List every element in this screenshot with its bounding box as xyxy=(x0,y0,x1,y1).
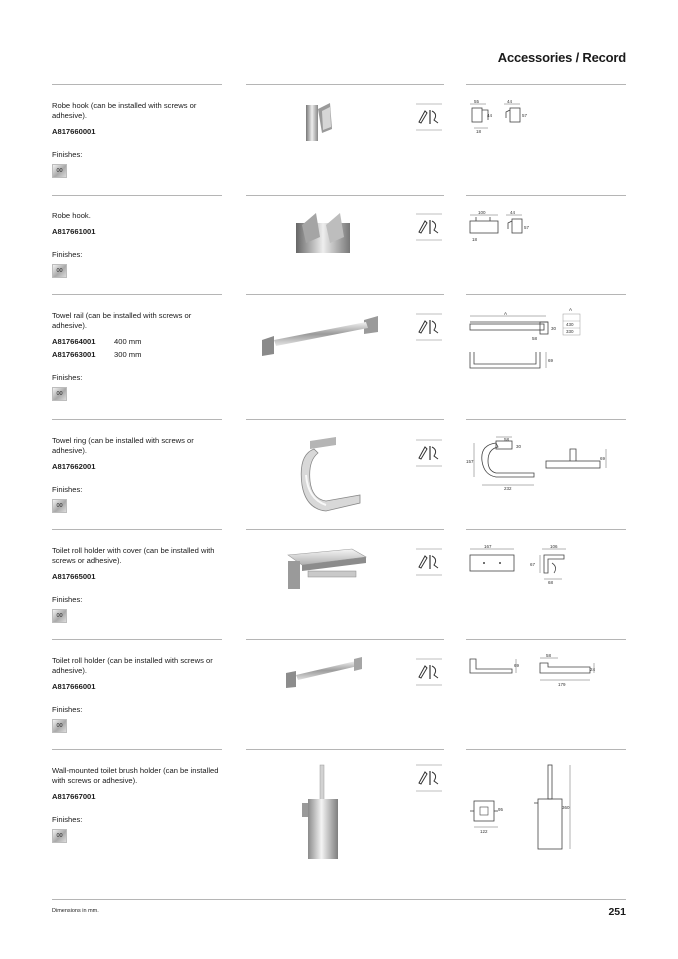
product-description: Towel ring (can be installed with screws or adhesive). xyxy=(52,436,194,455)
product-info xyxy=(52,546,224,623)
finishes-label: Finishes: xyxy=(52,485,83,494)
finishes-label: Finishes: xyxy=(52,595,83,604)
divider xyxy=(466,639,626,640)
installation-icon xyxy=(416,312,442,342)
dimension-label: 58 xyxy=(532,336,538,341)
product-info xyxy=(52,436,224,513)
dimension-label: 179 xyxy=(558,682,566,687)
installation-icon xyxy=(416,763,442,793)
product-description: Robe hook (can be installed with screws or adhesive). xyxy=(52,101,197,120)
finish-swatch: 00 xyxy=(52,609,67,623)
product-code: A817665001 xyxy=(52,572,96,581)
product-info xyxy=(52,766,224,843)
dimension-label: 167 xyxy=(484,544,492,549)
divider xyxy=(52,294,222,295)
product-info xyxy=(52,656,224,733)
dimension-drawing xyxy=(466,653,600,689)
product-code: A817662001 xyxy=(52,462,96,471)
divider xyxy=(52,419,222,420)
product-info xyxy=(52,101,224,178)
divider xyxy=(466,195,626,196)
finish-swatch: 00 xyxy=(52,264,67,278)
footer-divider xyxy=(52,899,626,900)
dimension-label: 18 xyxy=(472,237,478,242)
product-code: A817663001 xyxy=(52,350,96,359)
installation-icon xyxy=(416,212,442,242)
product-code: A817660001 xyxy=(52,127,96,136)
product-code: A817664001 xyxy=(52,337,96,346)
dimension-label: 69 xyxy=(514,663,520,668)
product-size: 400 mm xyxy=(114,337,142,346)
dimension-label: 58 xyxy=(504,437,510,442)
product-info xyxy=(52,311,224,401)
product-size: 300 mm xyxy=(114,350,142,359)
product-photo xyxy=(292,209,354,259)
product-description: Robe hook. xyxy=(52,211,91,220)
finishes-label: Finishes: xyxy=(52,250,83,259)
divider xyxy=(466,294,626,295)
divider xyxy=(52,639,222,640)
dimension-label: 67 xyxy=(530,562,536,567)
divider xyxy=(466,419,626,420)
finishes-label: Finishes: xyxy=(52,705,83,714)
dimension-label: 57 xyxy=(522,113,528,118)
dimension-label: 122 xyxy=(480,829,488,834)
dimension-label: 157 xyxy=(466,459,474,464)
product-info xyxy=(52,211,224,278)
product-photo xyxy=(282,655,366,689)
divider xyxy=(246,419,444,420)
finish-swatch: 00 xyxy=(52,499,67,513)
product-description: Toilet roll holder (can be installed with screws or adhesive). xyxy=(52,656,213,675)
dimension-label: 430 xyxy=(566,322,574,327)
dimension-label: 57 xyxy=(524,225,530,230)
dimension-label: 69 xyxy=(548,358,554,363)
dimension-label: 44 xyxy=(487,113,493,118)
divider xyxy=(52,529,222,530)
dimension-label: 106 xyxy=(550,544,558,549)
product-photo xyxy=(300,763,344,863)
product-description: Wall-mounted toilet brush holder (can be installed with screws or adhesive). xyxy=(52,766,219,785)
dimension-label: 95 xyxy=(498,807,504,812)
dimension-label: 100 xyxy=(478,210,486,215)
product-code-line xyxy=(52,337,224,347)
installation-icon xyxy=(416,438,442,468)
divider xyxy=(466,84,626,85)
product-code: A817661001 xyxy=(52,227,96,236)
divider xyxy=(246,195,444,196)
product-photo xyxy=(280,547,372,595)
dimension-label: 58 xyxy=(546,653,552,658)
page-number: 251 xyxy=(608,906,626,918)
installation-icon xyxy=(416,657,442,687)
product-photo xyxy=(296,435,368,517)
dimension-label: 30 xyxy=(551,326,557,331)
divider xyxy=(246,294,444,295)
dimension-label: 44 xyxy=(510,210,516,215)
divider xyxy=(246,84,444,85)
installation-icon xyxy=(416,547,442,577)
page-title: Accessories / Record xyxy=(497,50,626,65)
product-code: A817666001 xyxy=(52,682,96,691)
divider xyxy=(466,749,626,750)
divider xyxy=(246,749,444,750)
dimension-label: A xyxy=(569,307,573,312)
dimension-label: 30 xyxy=(516,444,522,449)
dimension-label: 360 xyxy=(562,805,570,810)
finish-swatch: 00 xyxy=(52,387,67,401)
divider xyxy=(246,529,444,530)
finish-swatch: 00 xyxy=(52,719,67,733)
dimension-label: 69 xyxy=(600,456,606,461)
dimension-label: 18 xyxy=(476,129,482,134)
product-photo xyxy=(300,99,340,144)
dimension-label: 330 xyxy=(566,329,574,334)
divider xyxy=(246,639,444,640)
dimension-drawing xyxy=(466,763,586,853)
dimension-label: 55 xyxy=(474,99,480,104)
divider xyxy=(52,195,222,196)
dimension-drawing xyxy=(466,543,586,587)
dimension-drawing xyxy=(466,433,612,493)
dimension-label: 232 xyxy=(504,486,512,491)
divider xyxy=(52,749,222,750)
dimension-drawing xyxy=(466,306,596,386)
dimension-label: 24 xyxy=(590,667,596,672)
product-description: Toilet roll holder with cover (can be installed with screws or adhesive). xyxy=(52,546,215,565)
finishes-label: Finishes: xyxy=(52,150,83,159)
product-code-line xyxy=(52,350,224,360)
dimension-label: 44 xyxy=(507,99,513,104)
divider xyxy=(52,84,222,85)
finish-swatch: 00 xyxy=(52,829,67,843)
finishes-label: Finishes: xyxy=(52,815,83,824)
product-photo xyxy=(256,314,388,358)
finishes-label: Finishes: xyxy=(52,373,83,382)
dimension-drawing xyxy=(466,98,536,138)
footer-note: Dimensions in mm. xyxy=(52,908,99,914)
dimension-label: A xyxy=(504,311,508,316)
finish-swatch: 00 xyxy=(52,164,67,178)
installation-icon xyxy=(416,102,442,132)
product-description: Towel rail (can be installed with screws or adhesive). xyxy=(52,311,192,330)
divider xyxy=(466,529,626,530)
dimension-label: 68 xyxy=(548,580,554,585)
product-code: A817667001 xyxy=(52,792,96,801)
dimension-drawing xyxy=(466,209,542,249)
